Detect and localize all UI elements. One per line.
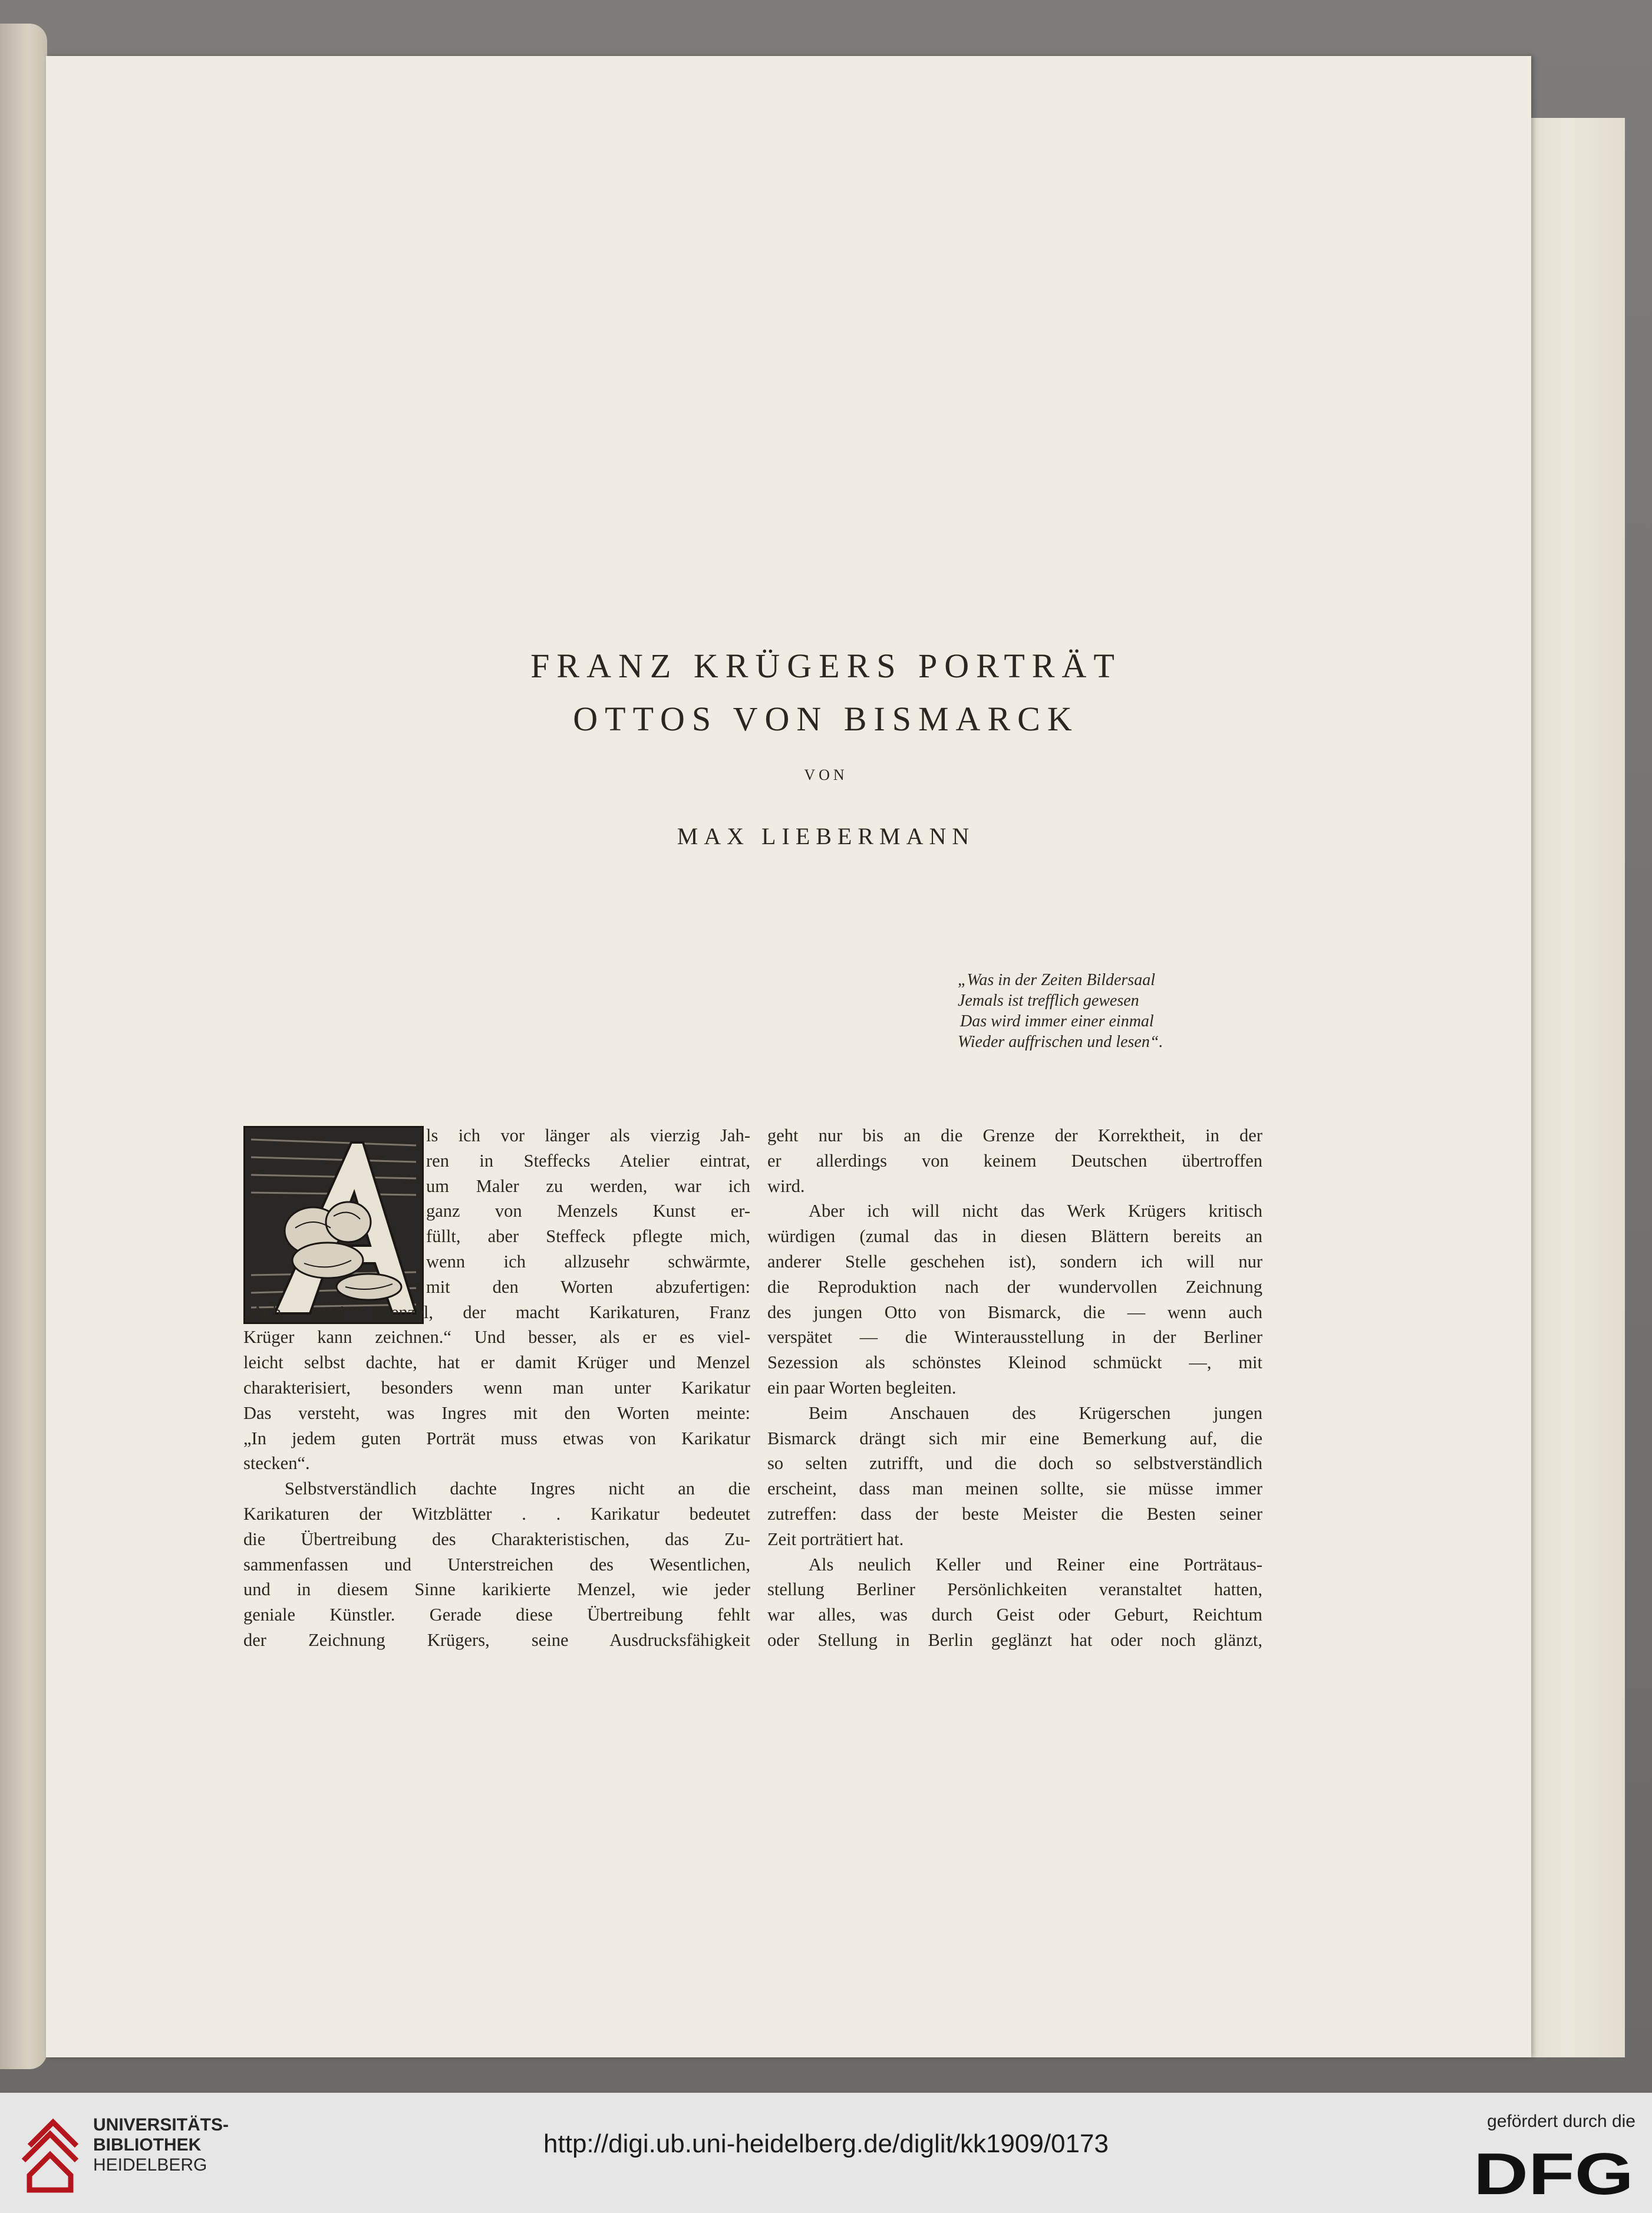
text-line: wird. [767,1175,805,1196]
text-line: ein paar Worten begleiten. [767,1377,957,1398]
text-line: war alles, was durch Geist oder Geburt, Reichtum [767,1605,1262,1625]
article-title [0,640,1652,746]
text-line: er allerdings von keinem Deutschen übertroffen [767,1150,1262,1171]
library-name-line-1: UNIVERSITÄTS- [93,2115,229,2135]
von-label: VON [804,766,848,783]
text-column-left [243,1123,750,1653]
text-line: mit den Worten abzufertigen: [426,1276,750,1297]
text-line: Krüger kann zeichnen.“ Und besser, als er es viel- [243,1327,750,1348]
text-line: anderer Stelle geschehen ist), sondern ich will nur [767,1251,1262,1272]
text-line: der Zeichnung Krügers, seine Ausdrucksfähigkeit [243,1629,750,1650]
text-line: des jungen Otto von Bismarck, die — wenn auch [767,1302,1262,1322]
dfg-logo [1473,2146,1635,2199]
author-name: MAX LIEBERMANN [677,823,975,849]
url-text[interactable]: http://digi.ub.uni-heidelberg.de/diglit/kk1909/0173 [543,2129,1109,2158]
book-page [46,56,1531,2057]
epigraph-line: Das wird immer einer einmal [960,1012,1154,1030]
byline-von [0,766,1652,784]
epigraph-line: Wieder auffrischen und lesen“. [958,1033,1163,1051]
text-line: Sezession als schönstes Kleinod schmückt —, mit [767,1352,1262,1373]
epigraph [958,970,1264,1052]
title-line-2: OTTOS VON BISMARCK [573,700,1079,738]
text-line: wenn ich allzusehr schwärmte, [426,1251,750,1272]
text-line: geniale Künstler. Gerade diese Übertreibung fehlt [243,1605,750,1625]
text-line: um Maler zu werden, war ich [426,1175,750,1196]
text-line: füllt, aber Steffeck pflegte mich, [426,1226,750,1247]
text-line: „Ach was! Menzel, der macht Karikaturen, Franz [243,1302,750,1322]
text-line: ls ich vor länger als vierzig Jah- [426,1125,750,1145]
title-line-1: FRANZ KRÜGERS PORTRÄT [530,647,1122,685]
dfg-logo-text: DFG [1473,2146,1634,2199]
text-line: Beim Anschauen des Krügerschen jungen [809,1402,1262,1423]
text-line: sammenfassen und Unterstreichen des Wesentlichen, [243,1554,750,1575]
text-line: ren in Steffecks Atelier eintrat, [426,1150,750,1171]
text-line: Selbstverständlich dachte Ingres nicht an die [285,1478,750,1499]
text-line: oder Stellung in Berlin geglänzt hat oder noch glänzt, [767,1629,1262,1650]
text-line: Bismarck drängt sich mir eine Bemerkung auf, die [767,1428,1262,1448]
text-line: die Übertreibung des Charakteristischen, das Zu- [243,1529,750,1549]
text-column-right [767,1123,1262,1653]
epigraph-line: „Was in der Zeiten Bildersaal [958,971,1155,989]
text-line: „In jedem guten Porträt muss etwas von Karikatur [243,1428,750,1448]
text-line: Als neulich Keller und Reiner eine Porträtaus- [809,1554,1262,1575]
text-line: so selten zutrifft, und die doch so selbstverständlich [767,1453,1262,1474]
funded-by-label: gefördert durch die [1487,2112,1635,2131]
text-line: ganz von Menzels Kunst er- [426,1201,750,1221]
text-line: geht nur bis an die Grenze der Korrektheit, in der [767,1125,1262,1145]
text-line: Aber ich will nicht das Werk Krügers kritisch [809,1201,1262,1221]
text-line: zutreffen: dass der beste Meister die Besten seiner [767,1503,1262,1524]
epigraph-line: Jemals ist trefflich gewesen [958,992,1139,1010]
text-line: erscheint, dass man meinen sollte, sie müsse immer [767,1478,1262,1499]
digital-object-url[interactable] [0,2129,1652,2159]
facing-page-edge [0,24,47,2069]
text-line: stellung Berliner Persönlichkeiten veranstaltet hatten, [767,1579,1262,1600]
text-line: und in diesem Sinne karikierte Menzel, wie jeder [243,1579,750,1600]
text-line: Karikaturen der Witzblätter . . Karikatur bedeutet [243,1503,750,1524]
text-line: die Reproduktion nach der wundervollen Zeichnung [767,1276,1262,1297]
text-line: charakterisiert, besonders wenn man unter Karikatur [243,1377,750,1398]
library-name-line-3: HEIDELBERG [93,2155,207,2175]
library-name-line-2: BIBLIOTHEK [93,2135,202,2155]
text-line: verspätet — die Winterausstellung in der Berliner [767,1327,1262,1348]
text-line: stecken“. [243,1453,310,1474]
text-line: Das versteht, was Ingres mit den Worten meinte: [243,1402,750,1423]
text-line: Zeit porträtiert hat. [767,1529,904,1549]
text-line: würdigen (zumal das in diesen Blättern bereits an [767,1226,1262,1247]
text-line: leicht selbst dachte, hat er damit Krüger und Menzel [243,1352,750,1373]
byline-author [0,822,1652,850]
